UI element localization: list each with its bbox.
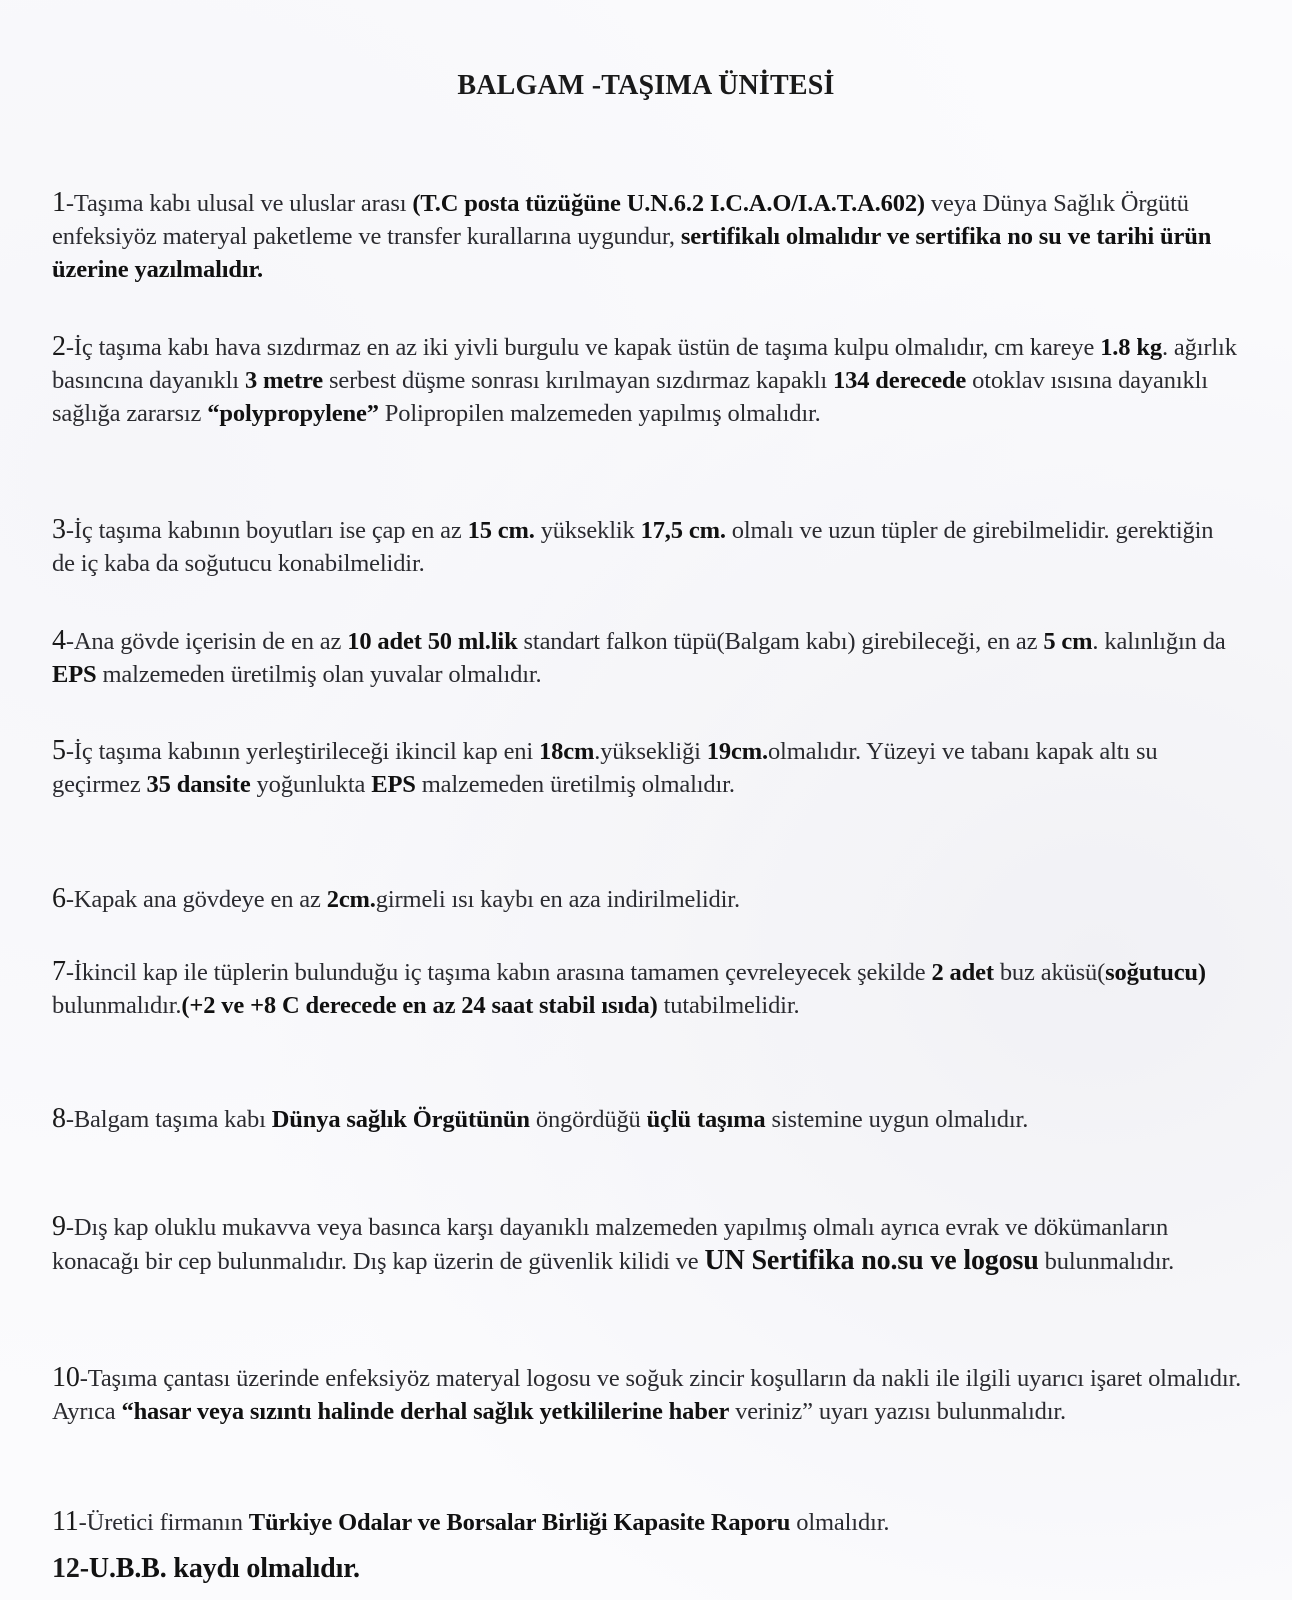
bold-text-run: 2cm. [326,886,376,913]
requirement-item [52,1552,1242,1586]
text-run: bulunmalıdır. [52,992,182,1019]
text-run: tutabilmelidir. [657,992,800,1019]
text-run: -Ana gövde içerisin de en az [65,628,348,655]
bold-text-run: sertifikalı olmalıdır ve sertifika no su ve tarihi ürün üzerine yazılmalıdır. [52,223,1212,283]
item-number: 10 [52,1362,80,1393]
text-run: olmalıdır. Yüzeyi ve tabanı kapak altı su geçirmez [52,738,1158,798]
bold-text-run: 1.8 kg [1100,334,1162,361]
item-number: 11 [52,1506,79,1537]
text-run: standart falkon tüpü(Balgam kabı) girebileceği, en az [517,628,1044,655]
document-title: BALGAM -TAŞIMA ÜNİTESİ [457,70,835,101]
text-run: -Kapak ana gövdeye en az [65,886,327,913]
bold-text-run: “hasar veya sızıntı halinde derhal sağlık yetkililerine haber [121,1398,730,1425]
bold-text-run: 17,5 cm. [640,517,726,544]
bold-text-run: (T.C posta tüzüğüne U.N.6.2 I.C.A.O/I.A.T.A.602) [412,190,925,217]
text-run: otoklav ısısına dayanıklı sağlığa zararsız [52,367,1208,427]
text-run: veya Dünya Sağlık Örgütü enfeksiyöz materyal paketleme ve transfer kurallarına uygundur, [52,190,1189,250]
requirement-item [52,955,1242,1022]
requirement-item [52,1210,1242,1278]
requirement-item [52,1102,1242,1136]
text-run: -Balgam taşıma kabı [65,1106,272,1133]
text-run: öngördüğü [529,1106,647,1133]
bold-text-run: EPS [371,771,416,798]
bold-text-run: soğutucu) [1105,959,1206,986]
bold-text-run: 5 cm [1043,628,1093,655]
requirement-item [52,513,1242,580]
bold-text-run: -U.B.B. kaydı olmalıdır. [79,1553,360,1584]
item-number: 4 [52,625,66,656]
text-run: -Üretici firmanın [78,1509,249,1536]
requirement-item [52,734,1242,801]
item-number: 3 [52,514,66,545]
requirement-item [52,1361,1242,1428]
text-run: buz aküsü( [993,959,1106,986]
text-run: -Taşıma çantası üzerinde enfeksiyöz materyal logosu ve soğuk zincir koşulların da nakli ile ilgili uyarıcı işaret olmalıdır. Ayrıca [52,1365,1242,1425]
text-run: olmalı ve uzun tüpler de girebilmelidir. gerektiğin de iç kaba da soğutucu konabilmelidir. [52,517,1214,577]
bold-text-run: 15 cm. [467,517,535,544]
text-run: -İkincil kap ile tüplerin bulunduğu iç taşıma kabın arasına tamamen çevreleyecek şekilde [65,959,932,986]
requirement-item [52,882,1242,916]
item-number: 2 [52,331,66,362]
bold-text-run: 10 adet 50 ml.lik [347,628,518,655]
item-number: 12 [52,1553,80,1584]
requirement-item [52,1505,1242,1539]
requirement-item [52,330,1242,430]
text-run: malzemeden üretilmiş olan yuvalar olmalıdır. [96,661,542,688]
item-number: 1 [52,187,66,218]
item-number: 7 [52,956,66,987]
text-run: -İç taşıma kabının boyutları ise çap en az [65,517,468,544]
text-run: -Taşıma kabı ulusal ve uluslar arası [65,190,413,217]
text-run: yükseklik [534,517,641,544]
bold-text-run: UN Sertifika no.su ve logosu [704,1245,1039,1276]
text-run: yoğunlukta [250,771,372,798]
bold-text-run: Dünya sağlık Örgütünün [271,1106,530,1133]
bold-text-run: “polypropylene” [207,400,379,427]
text-run: serbest düşme sonrası kırılmayan sızdırmaz kapaklı [323,367,833,394]
text-run: veriniz” uyarı yazısı bulunmalıdır. [729,1398,1067,1425]
text-run: Polipropilen malzemeden yapılmış olmalıdır. [378,400,821,427]
item-number: 5 [52,735,66,766]
text-run: malzemeden üretilmiş olmalıdır. [415,771,735,798]
text-run: sistemine uygun olmalıdır. [765,1106,1029,1133]
bold-text-run: 3 metre [244,367,324,394]
text-run: girmeli ısı kaybı en aza indirilmelidir. [375,886,740,913]
bold-text-run: 2 adet [931,959,994,986]
text-run: bulunmalıdır. [1038,1248,1175,1275]
item-number: 8 [52,1103,66,1134]
bold-text-run: üçlü taşıma [646,1106,766,1133]
text-run: .yüksekliği [594,738,707,765]
text-run: . ağırlık basıncına dayanıklı [52,334,1237,394]
bold-text-run: 19cm. [706,738,768,765]
item-number: 6 [52,883,66,914]
bold-text-run: EPS [52,661,97,688]
text-run: olmalıdır. [790,1509,890,1536]
text-run: . kalınlığın da [1092,628,1226,655]
bold-text-run: 18cm [539,738,595,765]
bold-text-run: 35 dansite [146,771,251,798]
text-run: -İç taşıma kabının yerleştirileceği ikincil kap eni [65,738,540,765]
requirement-item [52,186,1242,286]
text-run: -İç taşıma kabı hava sızdırmaz en az iki yivli burgulu ve kapak üstün de taşıma kulpu olmalıdır, cm kareye [65,334,1101,361]
requirement-item [52,624,1242,691]
item-number: 9 [52,1211,66,1242]
bold-text-run: 134 derecede [833,367,967,394]
bold-text-run: Türkiye Odalar ve Borsalar Birliği Kapasite Raporu [248,1509,791,1536]
text-run: -Dış kap oluklu mukavva veya basınca karşı dayanıklı malzemeden yapılmış olmalı ayrıca evrak ve dökümanların konacağı bir cep bulunmalıdır. Dış kap üzerin de güvenlik kilidi ve [52,1214,1169,1275]
bold-text-run: (+2 ve +8 C derecede en az 24 saat stabil ısıda) [181,992,658,1019]
